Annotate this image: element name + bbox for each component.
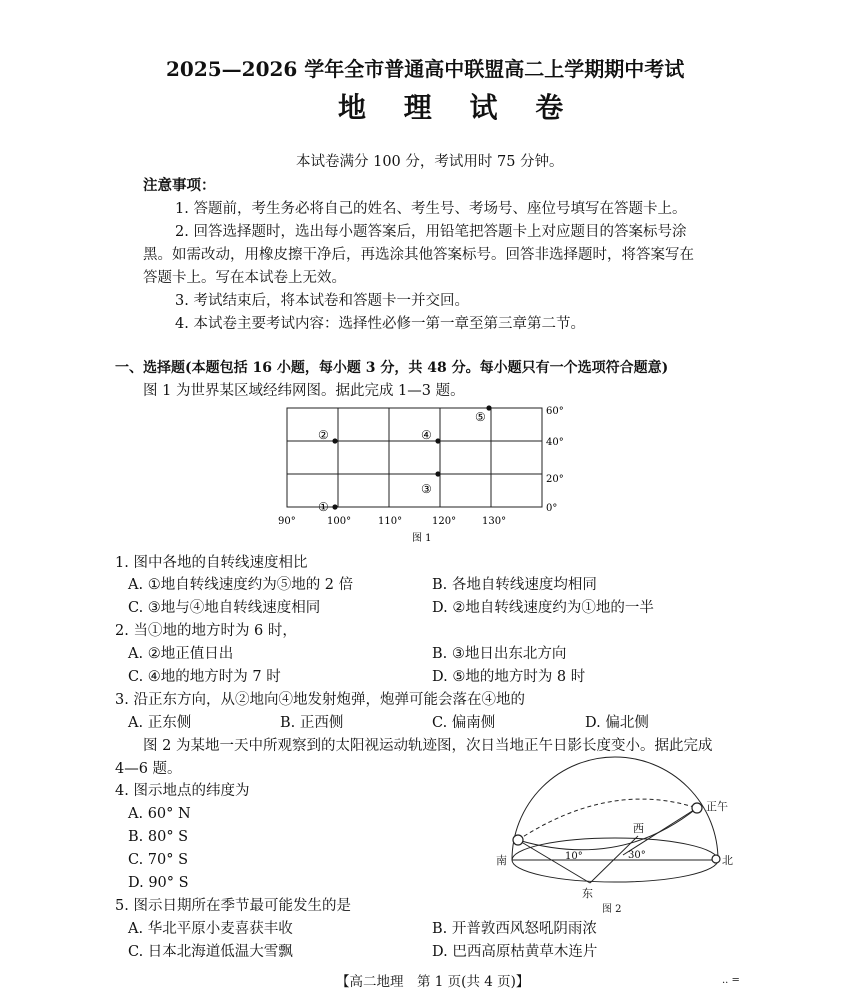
notice-line: 1. 答题前，考生务必将自己的姓名、考生号、考场号、座位号填写在答题卡上。 bbox=[175, 201, 687, 217]
option: D. 偏北侧 bbox=[585, 715, 649, 731]
north-label: 北 bbox=[722, 854, 733, 867]
option: D. ⑤地的地方时为 8 时 bbox=[432, 669, 586, 685]
question-stem: 2. 当①地的地方时为 6 时， bbox=[115, 623, 297, 639]
east-label: 东 bbox=[582, 887, 593, 900]
point-1-dot bbox=[332, 504, 337, 509]
west-label: 西 bbox=[633, 822, 644, 835]
page-footer: 【高二地理 第 1 页(共 4 页)】 bbox=[336, 974, 530, 990]
point-3-dot bbox=[435, 471, 440, 476]
question-stem: 5. 图示日期所在季节最可能发生的是 bbox=[115, 898, 351, 914]
option: B. 80° S bbox=[128, 829, 189, 845]
sun-icon bbox=[513, 835, 523, 845]
point-5-label: ⑤ bbox=[475, 410, 486, 424]
south-label: 南 bbox=[496, 854, 507, 867]
option: B. 开普敦西风怒吼阴雨浓 bbox=[432, 921, 597, 937]
corner-mark: .. = bbox=[722, 975, 740, 986]
point-4-dot bbox=[435, 438, 440, 443]
figure2-intro: 图 2 为某地一天中所观察到的太阳视运动轨迹图，次日当地正午日影长度变小。据此完成 bbox=[143, 738, 713, 754]
figure1-intro: 图 1 为世界某区域经纬网图。据此完成 1—3 题。 bbox=[143, 383, 465, 399]
question-stem: 4. 图示地点的纬度为 bbox=[115, 783, 250, 799]
lon-label: 110° bbox=[378, 516, 403, 527]
point-4-label: ④ bbox=[421, 428, 432, 442]
point-3-label: ③ bbox=[421, 482, 432, 496]
figure2-intro: 4—6 题。 bbox=[115, 761, 182, 777]
option: D. 巴西高原枯黄草木连片 bbox=[432, 944, 598, 960]
section-heading: 一、选择题(本题包括 16 小题，每小题 3 分，共 48 分。每小题只有一个选项符合题意) bbox=[115, 360, 669, 376]
option: A. 正东侧 bbox=[128, 715, 192, 731]
figure1-caption: 图 1 bbox=[412, 533, 432, 544]
option: A. 60° N bbox=[128, 806, 191, 822]
notice-line: 4. 本试卷主要考试内容：选择性必修一第一章至第三章第二节。 bbox=[175, 316, 585, 332]
angle-label: 10° bbox=[565, 851, 583, 862]
angle-label: 30° bbox=[628, 850, 646, 861]
option: D. ②地自转线速度约为①地的一半 bbox=[432, 600, 654, 616]
option: C. 日本北海道低温大雪飘 bbox=[128, 944, 293, 960]
option: B. 正西侧 bbox=[280, 715, 344, 731]
noon-label: 正午 bbox=[706, 800, 728, 813]
option: C. 70° S bbox=[128, 852, 189, 868]
exam-subtitle: 地 理 试 卷 bbox=[338, 91, 578, 124]
question-stem: 1. 图中各地的自转线速度相比 bbox=[115, 555, 308, 571]
sun-icon bbox=[712, 855, 720, 863]
option: C. 偏南侧 bbox=[432, 715, 496, 731]
lon-label: 100° bbox=[327, 516, 352, 527]
option: C. ③地与④地自转线速度相同 bbox=[128, 600, 321, 616]
point-2-dot bbox=[332, 438, 337, 443]
option: B. 各地自转线速度均相同 bbox=[432, 577, 597, 593]
notice-line: 3. 考试结束后，将本试卷和答题卡一并交回。 bbox=[175, 293, 469, 309]
lat-label: 60° bbox=[546, 406, 564, 417]
option: B. ③地日出东北方向 bbox=[432, 646, 567, 662]
option: A. 华北平原小麦喜获丰收 bbox=[128, 921, 293, 937]
notice-line: 黑。如需改动，用橡皮擦干净后，再选涂其他答案标号。回答非选择题时，将答案写在 bbox=[143, 247, 694, 263]
option: D. 90° S bbox=[128, 875, 189, 891]
option: A. ①地自转线速度约为⑤地的 2 倍 bbox=[128, 577, 354, 593]
option: C. ④地的地方时为 7 时 bbox=[128, 669, 281, 685]
lon-label: 90° bbox=[278, 516, 296, 527]
lat-label: 40° bbox=[546, 437, 564, 448]
score-line: 本试卷满分 100 分，考试用时 75 分钟。 bbox=[296, 154, 564, 170]
lat-label: 0° bbox=[546, 503, 558, 514]
lon-label: 120° bbox=[432, 516, 457, 527]
figure1-lat-lon-grid bbox=[270, 400, 570, 545]
point-1-label: ① bbox=[318, 500, 329, 514]
lon-label: 130° bbox=[482, 516, 507, 527]
exam-title: 2025—2026 学年全市普通高中联盟高二上学期期中考试 bbox=[166, 57, 685, 81]
point-2-label: ② bbox=[318, 428, 329, 442]
lat-label: 20° bbox=[546, 474, 564, 485]
question-stem: 3. 沿正东方向，从②地向④地发射炮弹，炮弹可能会落在④地的 bbox=[115, 692, 525, 708]
figure2-caption: 图 2 bbox=[602, 904, 622, 915]
notice-title: 注意事项： bbox=[143, 177, 216, 194]
notice-line: 2. 回答选择题时，选出每小题答案后，用铅笔把答题卡上对应题目的答案标号涂 bbox=[175, 224, 687, 240]
sun-icon bbox=[692, 803, 702, 813]
figure2-sun-path-diagram bbox=[490, 740, 740, 925]
option: A. ②地正值日出 bbox=[128, 646, 234, 662]
notice-line: 答题卡上。写在本试卷上无效。 bbox=[143, 270, 346, 286]
point-5-dot bbox=[486, 405, 491, 410]
